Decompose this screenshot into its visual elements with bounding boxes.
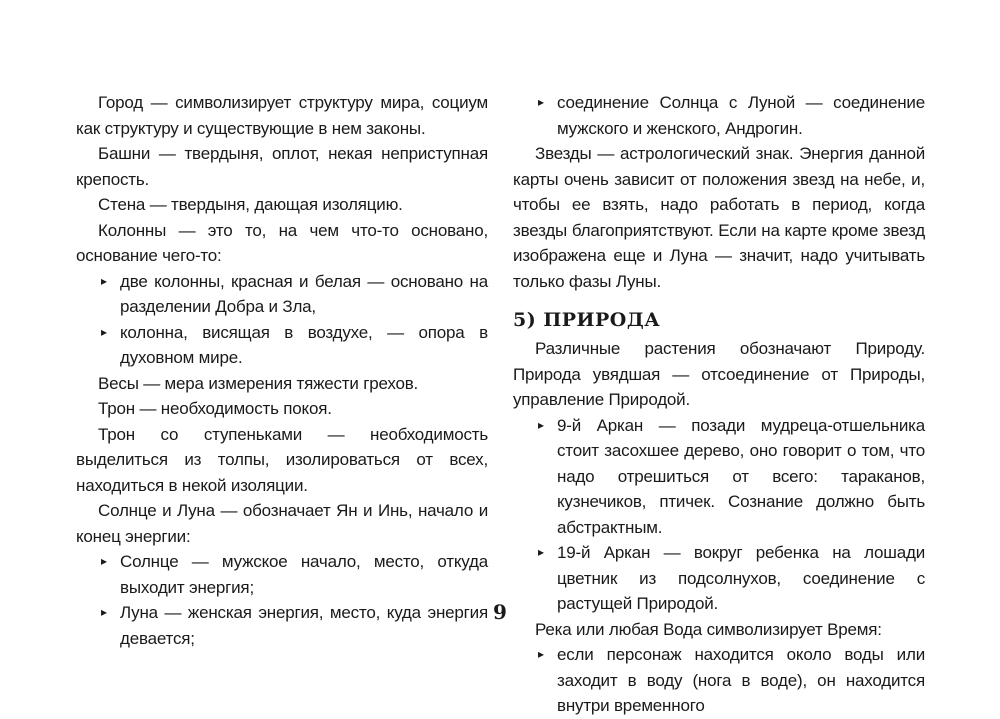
list-item: [101, 320, 488, 371]
list-item-text: если персонаж находится около воды или заходит в воду (нога в воде), он находится внутри временного: [557, 645, 925, 715]
paragraph-scales: Весы — мера измерения тяжести грехов.: [98, 373, 419, 393]
columns-list: [76, 269, 488, 371]
list-item-text: 19-й Аркан — вокруг ребенка на лошади цветник из подсолнухов, соединение с растущей Природой.: [557, 543, 925, 613]
right-column: [513, 90, 925, 719]
bullet-icon: ▸: [538, 417, 544, 432]
paragraph-throne-steps: Трон со ступеньками — необходимость выделиться из толпы, изолироваться от всех, находиться в некой изоляции.: [76, 424, 488, 495]
section-heading: 5) ПРИРОДА: [513, 309, 661, 331]
list-item: [101, 549, 488, 600]
sun-moon-list-continued: [513, 90, 925, 141]
list-item: [538, 90, 925, 141]
list-item-text: соединение Солнца с Луной — соединение мужского и женского, Андрогин.: [557, 93, 925, 138]
list-item-text: Луна — женская энергия, место, куда энергия девается;: [120, 603, 488, 648]
bullet-icon: ▸: [538, 95, 544, 109]
paragraph-plants: Различные растения обозначают Природу. Природа увядшая — отсоединение от Природы, управление Природой.: [513, 339, 925, 409]
list-item: [538, 413, 925, 541]
list-item: [101, 269, 488, 320]
paragraph-city: Город — символизирует структуру мира, социум как структуру и существующие в нем законы.: [76, 93, 488, 138]
bullet-icon: ▸: [101, 324, 107, 339]
paragraph-columns: Колонны — это то, на чем что-то основано, основание чего-то:: [76, 220, 488, 265]
list-item: [538, 642, 925, 719]
paragraph-wall: Стена — твердыня, дающая изоляцию.: [98, 195, 403, 214]
paragraph-towers: Башни — твердыня, оплот, некая неприступная крепость.: [76, 144, 488, 189]
left-column: [76, 90, 488, 651]
water-list: [513, 642, 925, 719]
list-item-text: две колонны, красная и белая — основано на разделении Добра и Зла,: [120, 271, 488, 316]
paragraph-stars: Звезды — астрологический знак. Энергия данной карты очень зависит от положения звезд на небе, и, чтобы ее взять, надо работать в период, когда звезды благоприятствуют. Если на карте кроме звезд изображена еще и Луна — значит, надо учитывать только фазы Луны.: [513, 144, 925, 291]
list-item-text: колонна, висящая в воздухе, — опора в духовном мире.: [120, 322, 488, 367]
bullet-icon: ▸: [101, 273, 107, 288]
arcana-list: [513, 413, 925, 617]
paragraph-throne: Трон — необходимость покоя.: [98, 399, 332, 418]
paragraph-sun-moon: Солнце и Луна — обозначает Ян и Инь, начало и конец энергии:: [76, 501, 488, 546]
bullet-icon: ▸: [538, 647, 544, 661]
bullet-icon: ▸: [101, 605, 107, 619]
bullet-icon: ▸: [538, 545, 544, 559]
page-number: 9: [493, 600, 507, 624]
bullet-icon: ▸: [101, 554, 107, 568]
list-item-text: Солнце — мужское начало, место, откуда выходит энергия;: [120, 552, 488, 597]
list-item-text: 9-й Аркан — позади мудреца-отшельника стоит засохшее дерево, оно говорит о том, что надо отрешиться от всего: тараканов, кузнечиков, птичек. Сознание должно быть абстрактным.: [557, 415, 925, 537]
paragraph-water: Река или любая Вода символизирует Время:: [535, 619, 882, 639]
